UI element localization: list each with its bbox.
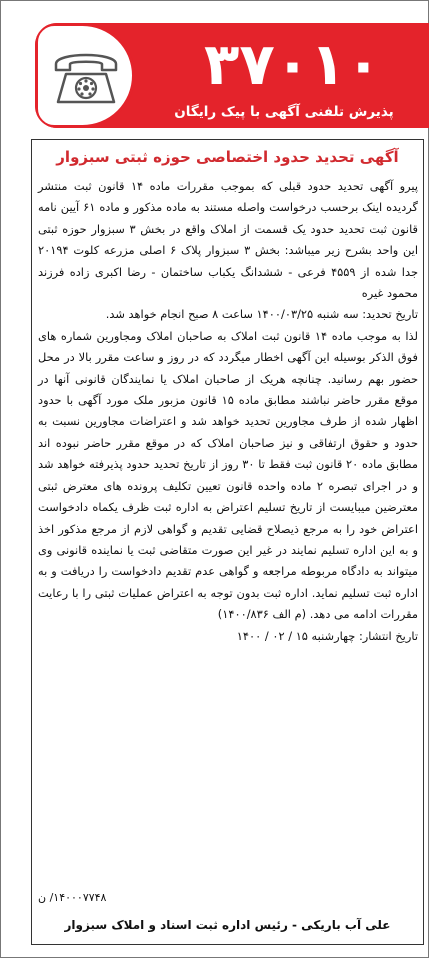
notice-paragraph: تاریخ تحدید: سه شنبه ۱۴۰۰/۰۳/۲۵ ساعت ۸ صبح انجام خواهد شد. — [105, 307, 418, 322]
notice-paragraph: لذا به موجب ماده ۱۴ قانون ثبت املاک به صاحبان املاک ومجاورین شماره های فوق الذکر بوسیله این آگهی اخطار میگردد که در روز و ساعت مقرر بالا در محل حضور بهم رسانید. چنانچه هریک از صاحبان املاک یا نمایندگان قانونی آنها در موقع مقرر حاضر نباشند مطابق ماده ۱۵ قانون مزبور ملک مورد آگهی با حدود اظهار شده از طرف مجاورین تحدید خواهد شد و اعتراضات مجاورین نسبت به حدود و حقوق ارتفاقی و نیز صاحبان املاک که در موقع مقرر حاضر نبوده اند مطابق ماده ۲۰ قانون ثبت فقط تا ۳۰ روز از تاریخ تحدید حدود پذیرفته خواهد شد و در اجرای تبصره ۲ ماده واحده قانون تعیین تکلیف پرونده های معترض ثبتی معترضین میبایست از تاریخ تسلیم اعتراض به اداره ثبت ظرف یکماه دادخواست اعتراض خود را به مرجع ذیصلاح قضایی تقدیم و گواهی لازم از مرجع مذکور اخذ و به این اداره تسلیم نمایند در غیر این صورت متقاضی ثبت یا نماینده قانونی وی میتواند به دادگاه مربوطه مراجعه و گواهی عدم تقدیم دادخواست را دریافت و به اداره ثبت تسلیم نماید. اداره ثبت بدون توجه به اعتراض عملیات ثبتی را با رعایت مقررات ادامه می دهد. (م الف ۱۴۰۰/۸۳۶) — [38, 328, 419, 622]
phone-bubble — [35, 23, 135, 128]
notice-body — [38, 176, 418, 647]
notice-title: آگهی تحدید حدود اختصاصی حوزه ثبتی سبزوار — [56, 148, 399, 166]
hotline-caption: پذیرش تلفنی آگهی با پیک رایگان — [174, 104, 394, 120]
notice-paragraph: پیرو آگهی تحدید حدود قبلی که بموجب مقررات ماده ۱۴ قانون ثبت منتشر گردیده اینک برحسب درخواست واصله مستند به ماده مذکور و ماده ۶۱ آیین نامه قانون ثبت تحدید حدود یک قسمت از املاک واقع در بخش ۳ سبزوار حوزه ثبتی این واحد بشرح زیر میباشد: بخش ۳ سبزوار پلاک ۶ اصلی مزرعه کلوت ۲۰۱۹۴ جدا شده از ۴۵۵۹ فرعی - ششدانگ یکباب ساختمان - رضا اکبری زاده فرزند محمود غیره — [38, 179, 419, 301]
notice-signature: علی آب باریکی - رئیس اداره ثبت اسناد و املاک سبزوار — [64, 918, 391, 932]
notice-serial-number: ۱۴۰۰۰۷۷۴۸/ ن — [38, 891, 107, 904]
telephone-icon — [50, 44, 122, 110]
ad-hotline-banner — [35, 23, 429, 128]
registration-notice — [31, 139, 424, 945]
hotline-number: ۳۷۰۱۰ — [203, 30, 381, 98]
notice-publish-date: تاریخ انتشار: چهارشنبه ۱۵ / ۰۲ / ۱۴۰۰ — [236, 628, 418, 643]
